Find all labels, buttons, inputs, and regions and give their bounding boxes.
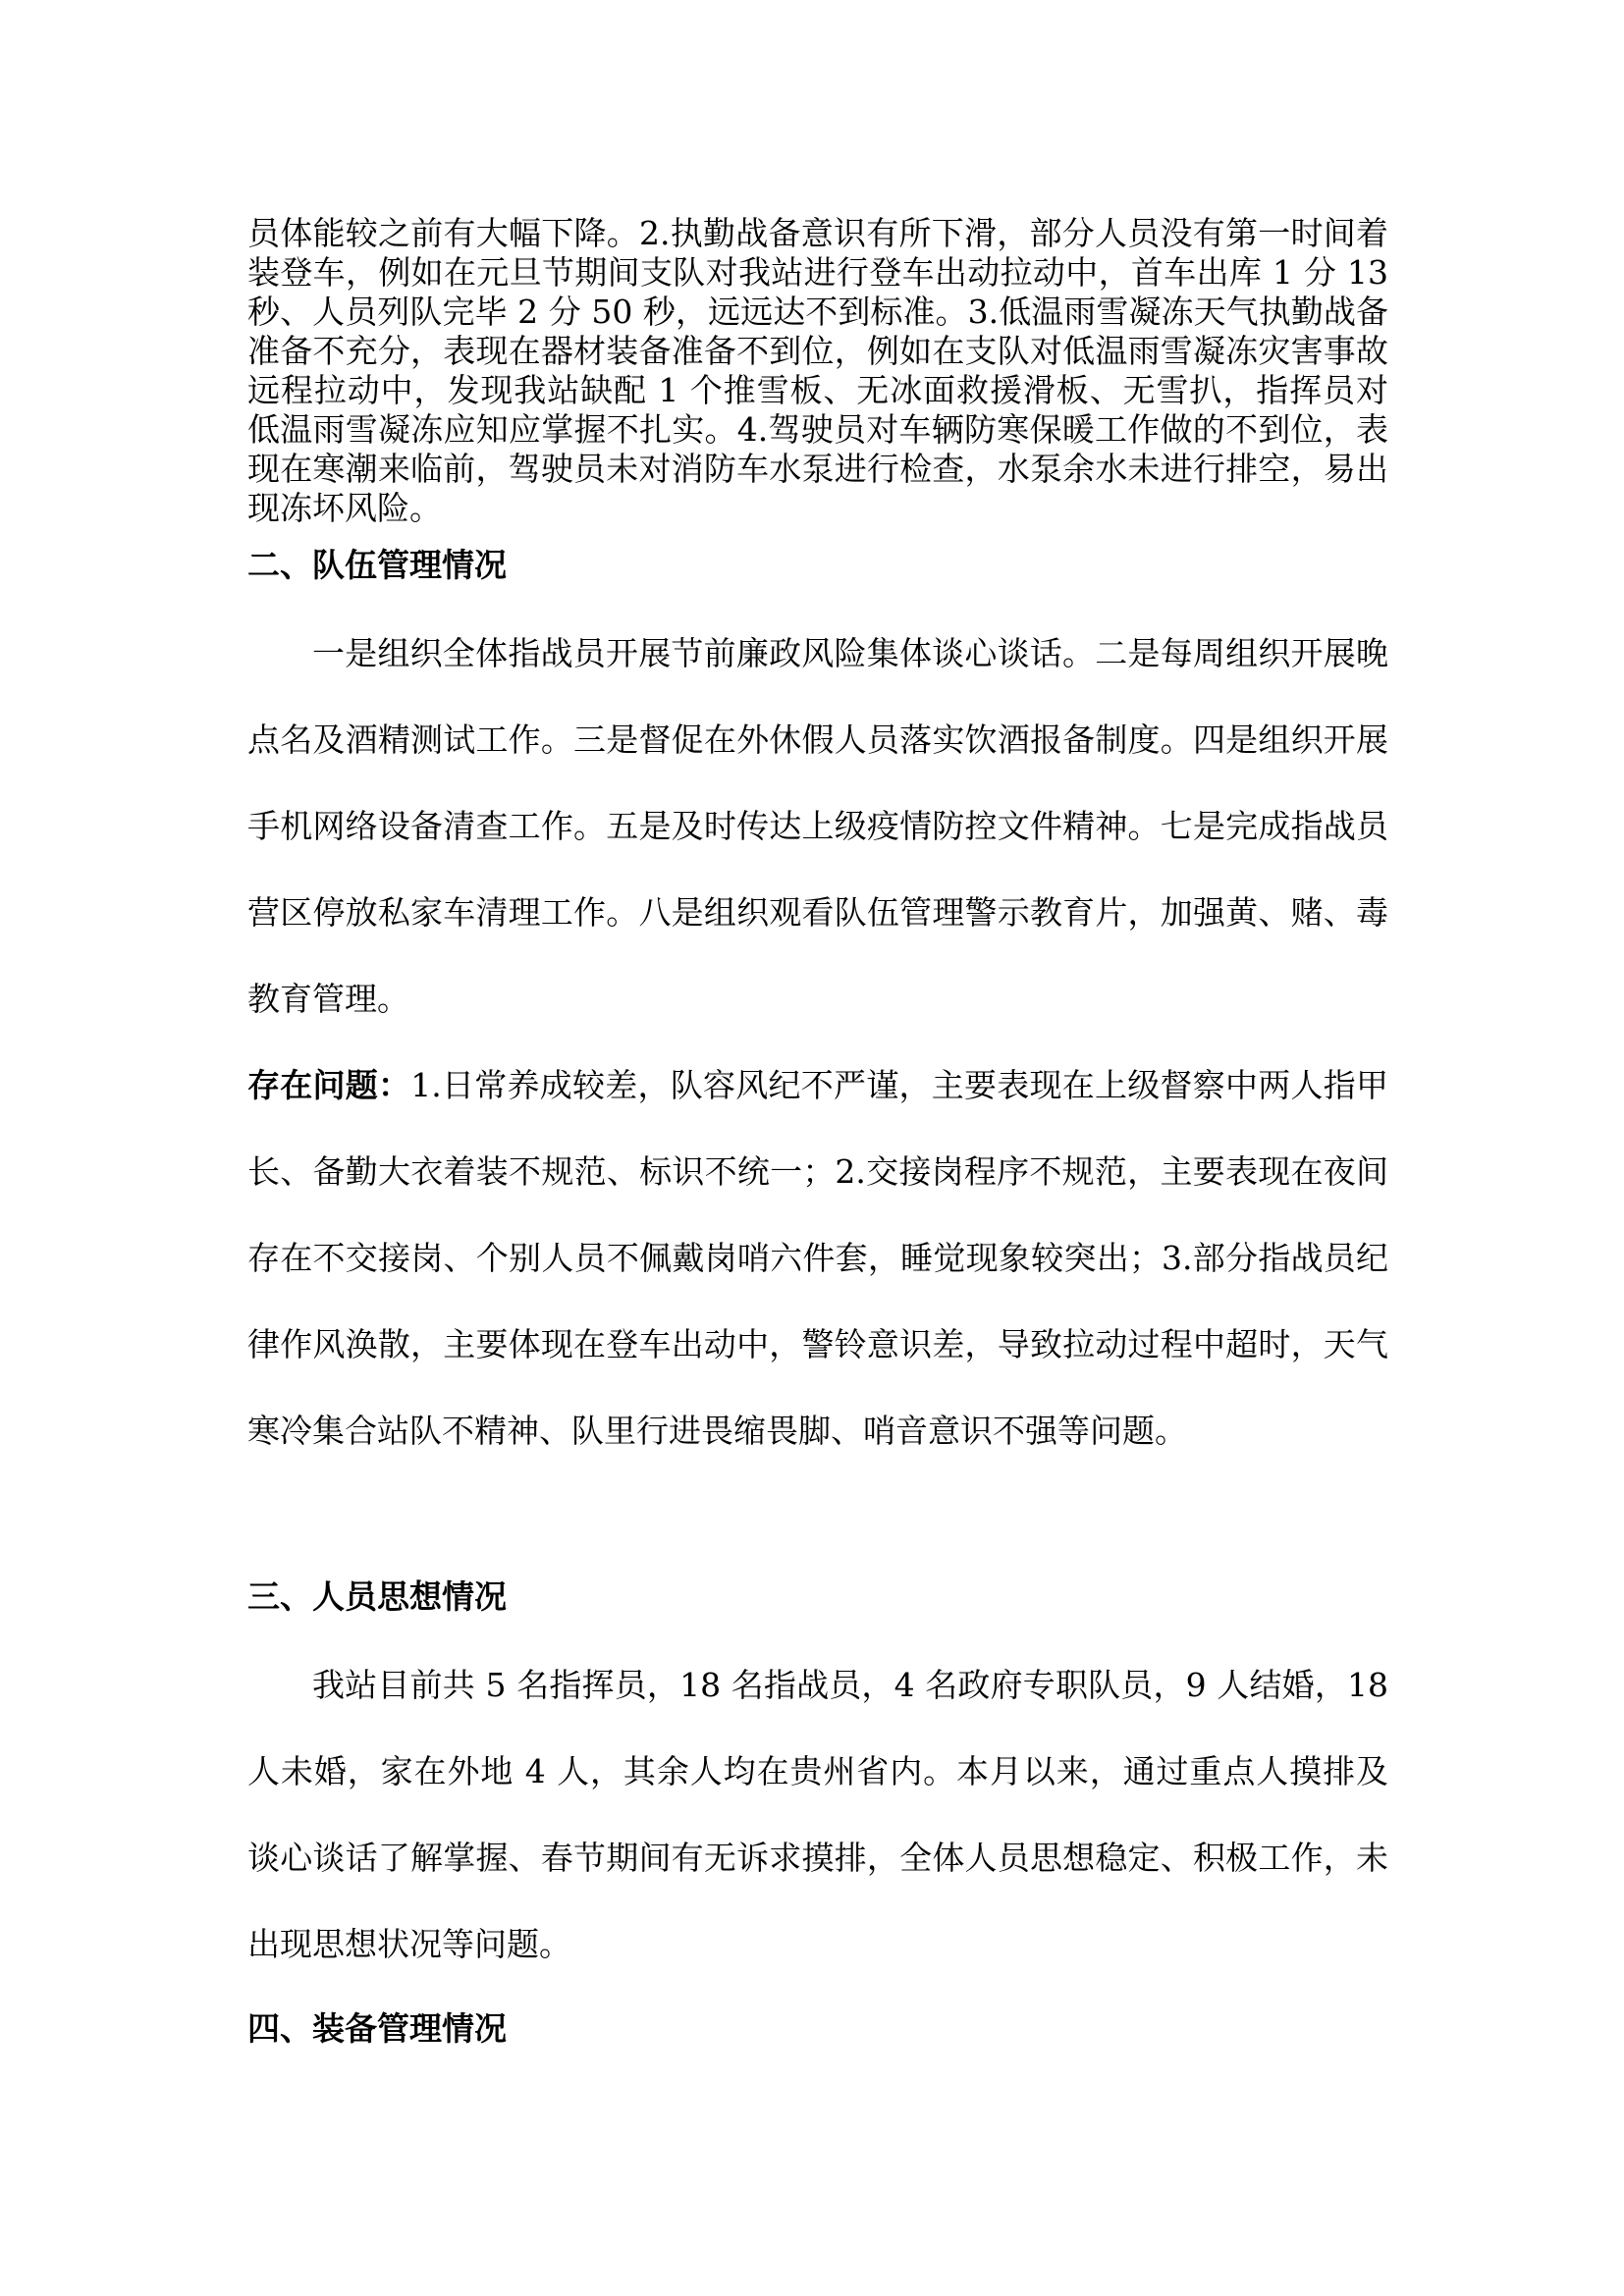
section-heading-team-management: 二、队伍管理情况 <box>247 546 507 584</box>
team-management-issues-paragraph <box>247 1042 1388 1474</box>
issues-label: 存在问题： <box>247 1066 411 1104</box>
personnel-thinking-paragraph: 我站目前共 5 名指挥员，18 名指战员，4 名政府专职队员，9 人结婚，18 人未婚，家在外地 4 人，其余人均在贵州省内。本月以来，通过重点人摸排及谈心谈话了解掌握、春节期间有无诉求摸排，全体人员思想稳定、积极工作，未出现思想状况等问题。 <box>247 1666 1388 1963</box>
intro-paragraph: 员体能较之前有大幅下降。2.执勤战备意识有所下滑，部分人员没有第一时间着装登车，例如在元旦节期间支队对我站进行登车出动拉动中，首车出库 1 分 13 秒、人员列队完毕 2 分 50 秒，远远达不到标准。3.低温雨雪凝冻天气执勤战备准备不充分，表现在器材装备准备不到位，例如在支队对低温雨雪凝冻灾害事故远程拉动中，发现我站缺配 1 个推雪板、无冰面救援滑板、无雪扒，指挥员对低温雨雪凝冻应知应掌握不扎实。4.驾驶员对车辆防寒保暖工作做的不到位，表现在寒潮来临前，驾驶员未对消防车水泵进行检查，水泵余水未进行排空，易出现冻坏风险。 <box>247 214 1388 527</box>
section-heading-personnel-thinking: 三、人员思想情况 <box>247 1577 507 1616</box>
issues-text: 1.日常养成较差，队容风纪不严谨，主要表现在上级督察中两人指甲长、备勤大衣着装不规范、标识不统一；2.交接岗程序不规范，主要表现在夜间存在不交接岗、个别人员不佩戴岗哨六件套，睡觉现象较突出；3.部分指战员纪律作风涣散，主要体现在登车出动中，警铃意识差，导致拉动过程中超时，天气寒冷集合站队不精神、队里行进畏缩畏脚、哨音意识不强等问题。 <box>247 1066 1388 1450</box>
section-heading-equipment-management: 四、装备管理情况 <box>247 2009 507 2048</box>
team-management-paragraph: 一是组织全体指战员开展节前廉政风险集体谈心谈话。二是每周组织开展晚点名及酒精测试工作。三是督促在外休假人员落实饮酒报备制度。四是组织开展手机网络设备清查工作。五是及时传达上级疫情防控文件精神。七是完成指战员营区停放私家车清理工作。八是组织观看队伍管理警示教育片，加强黄、赌、毒教育管理。 <box>247 634 1388 1018</box>
